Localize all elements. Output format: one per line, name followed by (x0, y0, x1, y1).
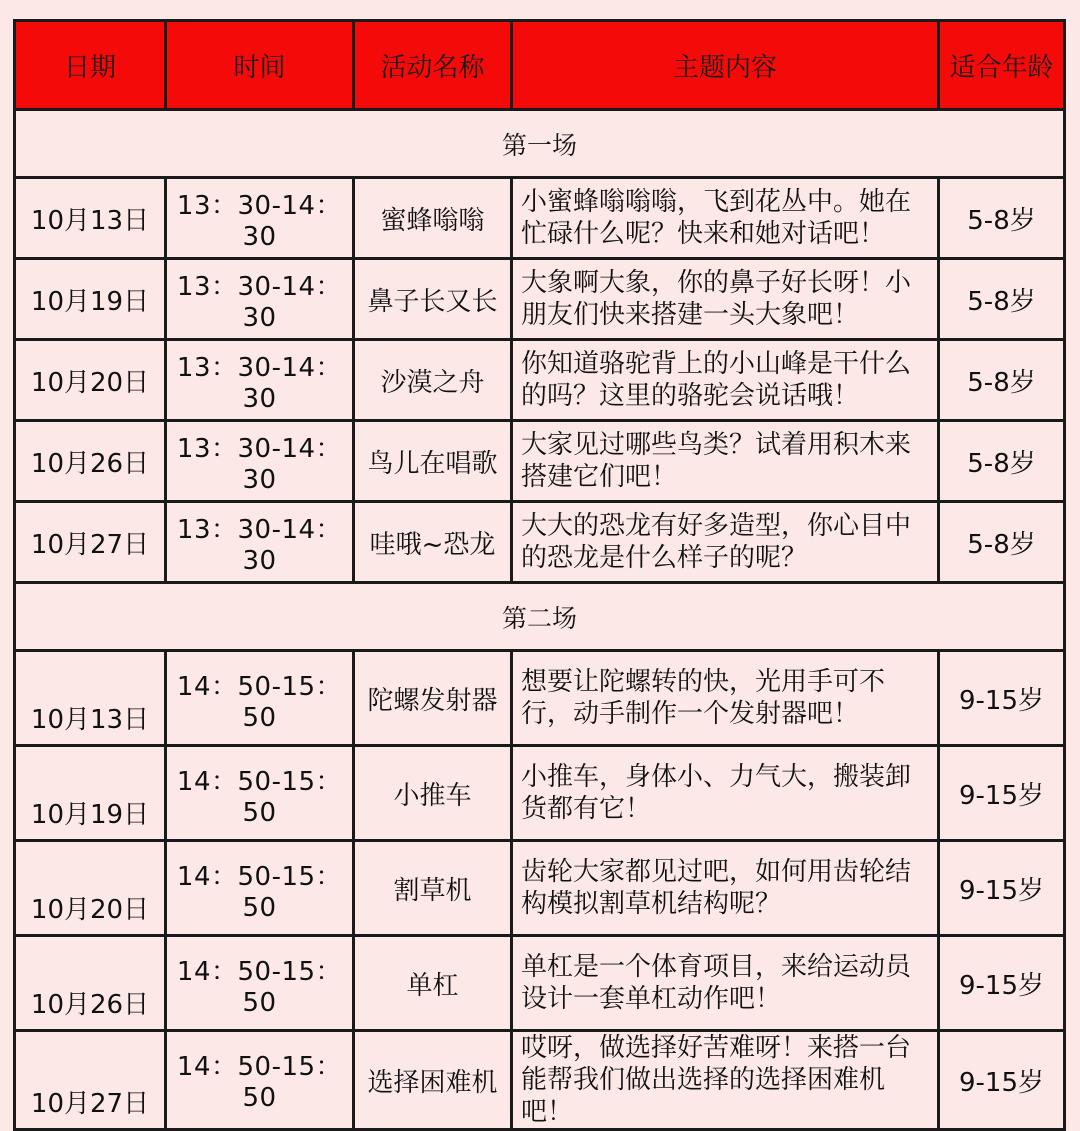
table-row (15, 1031, 1065, 1130)
theme-cell: 小蜜蜂嗡嗡嗡，飞到花丛中。她在忙碌什么呢？快来和她对话吧！ (512, 178, 939, 259)
table-row (15, 340, 1065, 421)
age-cell: 9-15岁 (939, 1031, 1065, 1130)
age-cell: 5-8岁 (939, 178, 1065, 259)
activity-name-cell: 蜜蜂嗡嗡 (354, 178, 512, 259)
time-cell: 13：30-14：30 (166, 502, 354, 583)
date-cell: 10月27日 (15, 1031, 166, 1130)
theme-cell: 你知道骆驼背上的小山峰是干什么的吗？这里的骆驼会说话哦！ (512, 340, 939, 421)
theme-cell: 想要让陀螺转的快，光用手可不行，动手制作一个发射器吧！ (512, 651, 939, 746)
activity-name-cell: 陀螺发射器 (354, 651, 512, 746)
header-age: 适合年龄 (939, 21, 1065, 110)
theme-cell: 大象啊大象，你的鼻子好长呀！小朋友们快来搭建一头大象吧！ (512, 259, 939, 340)
age-cell: 5-8岁 (939, 421, 1065, 502)
age-cell: 9-15岁 (939, 936, 1065, 1031)
time-cell: 13：30-14：30 (166, 421, 354, 502)
table-row (15, 502, 1065, 583)
table-row (15, 651, 1065, 746)
age-cell: 5-8岁 (939, 502, 1065, 583)
header-row (15, 21, 1065, 110)
date-cell: 10月19日 (15, 259, 166, 340)
age-cell: 9-15岁 (939, 651, 1065, 746)
date-cell: 10月26日 (15, 936, 166, 1031)
time-cell: 14：50-15：50 (166, 841, 354, 936)
theme-cell: 大大的恐龙有好多造型，你心目中的恐龙是什么样子的呢？ (512, 502, 939, 583)
time-cell: 13：30-14：30 (166, 259, 354, 340)
table-row (15, 259, 1065, 340)
session-title: 第二场 (15, 583, 1065, 651)
activity-name-cell: 沙漠之舟 (354, 340, 512, 421)
schedule-table (13, 19, 1066, 1131)
activity-name-cell: 鼻子长又长 (354, 259, 512, 340)
time-cell: 13：30-14：30 (166, 340, 354, 421)
header-theme: 主题内容 (512, 21, 939, 110)
activity-name-cell: 割草机 (354, 841, 512, 936)
age-cell: 9-15岁 (939, 746, 1065, 841)
header-activity-name: 活动名称 (354, 21, 512, 110)
date-cell: 10月20日 (15, 841, 166, 936)
activity-name-cell: 哇哦~恐龙 (354, 502, 512, 583)
time-cell: 14：50-15：50 (166, 651, 354, 746)
date-cell: 10月20日 (15, 340, 166, 421)
time-cell: 14：50-15：50 (166, 746, 354, 841)
table-row (15, 421, 1065, 502)
session-title: 第一场 (15, 110, 1065, 178)
theme-cell: 齿轮大家都见过吧，如何用齿轮结构模拟割草机结构呢？ (512, 841, 939, 936)
session-row (15, 583, 1065, 651)
table-row (15, 746, 1065, 841)
time-cell: 14：50-15：50 (166, 1031, 354, 1130)
theme-cell: 大家见过哪些鸟类？试着用积木来搭建它们吧！ (512, 421, 939, 502)
date-cell: 10月13日 (15, 178, 166, 259)
age-cell: 5-8岁 (939, 259, 1065, 340)
age-cell: 9-15岁 (939, 841, 1065, 936)
table-row (15, 841, 1065, 936)
theme-cell: 单杠是一个体育项目，来给运动员设计一套单杠动作吧！ (512, 936, 939, 1031)
activity-name-cell: 小推车 (354, 746, 512, 841)
time-cell: 13：30-14：30 (166, 178, 354, 259)
theme-cell: 哎呀，做选择好苦难呀！来搭一台能帮我们做出选择的选择困难机吧！ (512, 1031, 939, 1130)
date-cell: 10月13日 (15, 651, 166, 746)
activity-name-cell: 单杠 (354, 936, 512, 1031)
age-cell: 5-8岁 (939, 340, 1065, 421)
date-cell: 10月27日 (15, 502, 166, 583)
date-cell: 10月26日 (15, 421, 166, 502)
activity-name-cell: 选择困难机 (354, 1031, 512, 1130)
table-row (15, 178, 1065, 259)
header-date: 日期 (15, 21, 166, 110)
date-cell: 10月19日 (15, 746, 166, 841)
header-time: 时间 (166, 21, 354, 110)
theme-cell: 小推车，身体小、力气大，搬装卸货都有它！ (512, 746, 939, 841)
time-cell: 14：50-15：50 (166, 936, 354, 1031)
session-row (15, 110, 1065, 178)
activity-name-cell: 鸟儿在唱歌 (354, 421, 512, 502)
table-row (15, 936, 1065, 1031)
